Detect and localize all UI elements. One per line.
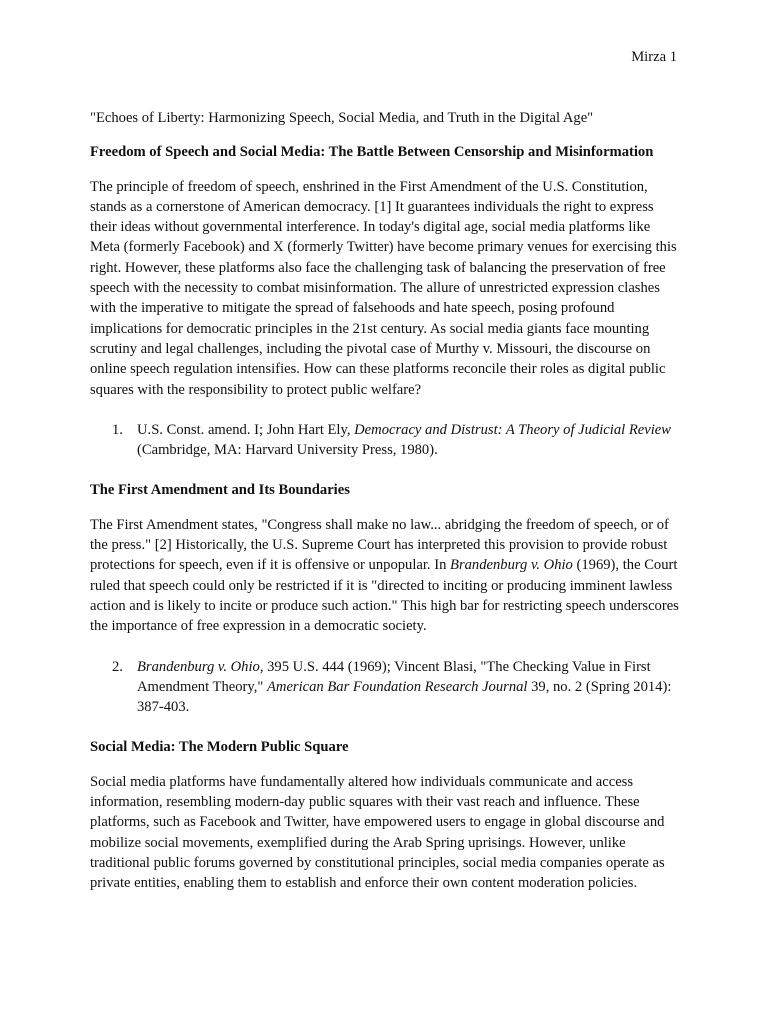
section-heading-freedom-of-speech: Freedom of Speech and Social Media: The Battle Between Censorship and Misinformation	[90, 144, 654, 161]
footnote-journal-title: American Bar Foundation Research Journal	[266, 678, 528, 695]
section-paragraph-first-amendment	[90, 515, 680, 637]
footnote-text-post: (Cambridge, MA: Harvard University Press, 1980).	[137, 442, 438, 459]
running-head: Mirza 1	[631, 49, 677, 65]
document-title: "Echoes of Liberty: Harmonizing Speech, Social Media, and Truth in the Digital Age"	[90, 110, 594, 126]
case-name: Brandenburg v. Ohio	[450, 557, 573, 574]
document-body	[90, 108, 680, 914]
footnote-text	[137, 657, 680, 718]
paragraph-text-pre: The First Amendment states, "Congress shall make no law... abridging the freedom of speech, or of the press." [2] Historically, the U.S. Supreme Court has interpreted this provision to provide robust protections for speech, even if it is offensive or unpopular. In	[90, 516, 669, 574]
section-paragraph-social-media: Social media platforms have fundamentally altered how individuals communicate and access information, resembling modern-day public squares with their vast reach and influence. These platforms, such as Facebook and Twitter, have empowered users to engage in global discourse and mobilize social movements, exemplified during the Arab Spring uprisings. However, unlike traditional public forums governed by constitutional principles, social media companies operate as private entities, enabling them to establish and enforce their own content moderation policies.	[90, 773, 665, 892]
footnote-case-name: Brandenburg v. Ohio	[137, 658, 260, 675]
footnote-text-pre: U.S. Const. amend. I; John Hart Ely,	[137, 421, 355, 438]
section-heading-social-media: Social Media: The Modern Public Square	[90, 739, 349, 756]
section-heading-first-amendment: The First Amendment and Its Boundaries	[90, 482, 350, 499]
footnote-text-post: 39, no. 2 (Spring 2014): 387-403.	[137, 678, 672, 716]
section-paragraph-freedom-of-speech: The principle of freedom of speech, enshrined in the First Amendment of the U.S. Constitution, stands as a cornerstone of American democracy. [1] It guarantees individuals the right to express their ideas without governmental interference. In today's digital age, social media platforms like Meta (formerly Facebook) and X (formerly Twitter) have become primary venues for exercising this right. However, these platforms also face the challenging task of balancing the preservation of free speech with the necessity to combat misinformation. The allure of unrestricted expression clashes with the imperative to mitigate the spread of falsehoods and hate speech, posing profound implications for democratic principles in the 21st century. As social media giants face mounting scrutiny and legal challenges, including the pivotal case of Murthy v. Missouri, the discourse on online speech regulation intensifies. How can these platforms reconcile their roles as digital public squares with the responsibility to protect public welfare?	[90, 178, 677, 398]
paragraph-text-post: (1969), the Court ruled that speech could only be restricted if it is "directed to inciting or producing imminent lawless action and is likely to incite or produce such action." This high bar for restricting speech underscores the importance of free expression in a democratic society.	[90, 557, 679, 635]
footnote-text	[137, 420, 680, 461]
footnote-text-mid: , 395 U.S. 444 (1969); Vincent Blasi, "The Checking Value in First Amendment Theory,"	[137, 658, 651, 695]
footnote-1	[90, 420, 680, 461]
footnote-number: 2.	[112, 658, 123, 675]
footnote-2	[90, 657, 680, 718]
footnote-number: 1.	[112, 421, 123, 438]
footnote-book-title: Democracy and Distrust: A Theory of Judicial Review	[354, 421, 671, 438]
